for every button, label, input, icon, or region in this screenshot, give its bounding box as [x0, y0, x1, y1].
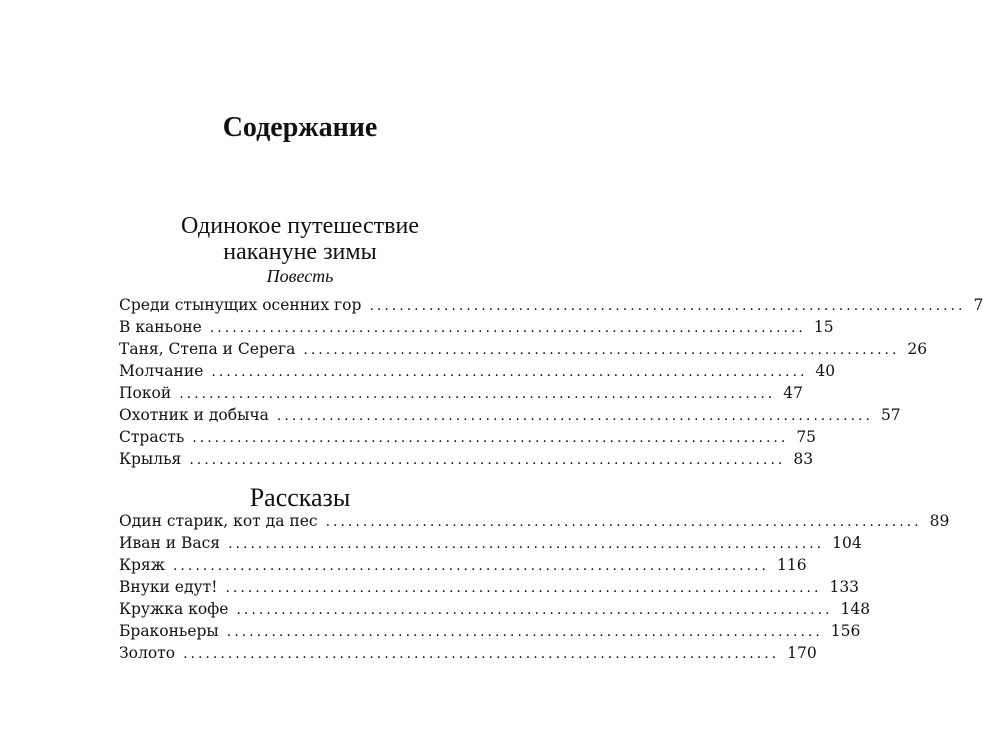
leader-dots: ................................................................................: [303, 342, 900, 358]
toc-entry: [119, 450, 814, 472]
toc-entry-page: 47: [783, 384, 803, 402]
toc-entry-page: 156: [830, 622, 861, 640]
section-2-title: Рассказы: [249, 483, 351, 512]
toc-entry-page: 15: [813, 318, 834, 336]
leader-dots: ................................................................................: [225, 580, 822, 596]
leader-dots: ................................................................................: [189, 452, 786, 468]
leader-dots: ................................................................................: [236, 602, 833, 618]
toc-entry: [119, 556, 807, 578]
toc-entry-title: Внуки едут!: [119, 578, 218, 596]
section-1-title-line-1: Одинокое путешествие: [181, 213, 419, 239]
toc-entry-page: 83: [793, 450, 814, 468]
toc-entry-page: 75: [796, 428, 817, 446]
toc-entry-title: Браконьеры: [119, 622, 219, 640]
toc-entry: [119, 362, 836, 384]
toc-entry: [119, 406, 901, 428]
toc-entry-page: 170: [787, 644, 817, 662]
toc-entry-title: Крылья: [119, 450, 182, 468]
toc-entry: [119, 622, 861, 644]
section-1-title-line-2: накануне зимы: [223, 239, 377, 265]
toc-entry-page: 40: [815, 362, 836, 380]
leader-dots: ................................................................................: [369, 298, 966, 314]
leader-dots: ................................................................................: [325, 514, 922, 530]
toc-entry-title: В каньоне: [119, 318, 202, 336]
toc-entry-title: Среди стынущих осенних гор: [119, 296, 362, 314]
toc-entry-page: 57: [880, 406, 901, 424]
toc-entry-title: Кряж: [119, 556, 165, 574]
toc-section-1: [119, 296, 983, 472]
leader-dots: ................................................................................: [209, 320, 806, 336]
leader-dots: ................................................................................: [179, 386, 776, 402]
toc-entry-page: 7: [973, 296, 983, 314]
toc-entry-page: 104: [832, 534, 862, 552]
toc-entry-title: Таня, Степа и Серега: [119, 340, 296, 358]
toc-entry: [119, 578, 860, 600]
toc-section-2: [119, 512, 950, 666]
toc-entry: [119, 534, 862, 556]
section-1-title: [0, 213, 600, 265]
toc-entry-page: 148: [840, 600, 871, 618]
toc-entry-title: Охотник и добыча: [119, 406, 269, 424]
toc-entry: [119, 644, 817, 666]
page-title: Содержание: [222, 112, 378, 143]
leader-dots: ................................................................................: [228, 536, 825, 552]
toc-entry: [119, 296, 983, 318]
toc-entry-title: Иван и Вася: [119, 534, 221, 552]
toc-entry-page: 89: [929, 512, 950, 530]
toc-entry: [119, 428, 817, 450]
toc-entry-title: Золото: [119, 644, 176, 662]
leader-dots: ................................................................................: [226, 624, 823, 640]
toc-entry-title: Кружка кофе: [119, 600, 229, 618]
leader-dots: ................................................................................: [172, 558, 769, 574]
leader-dots: ................................................................................: [183, 646, 780, 662]
toc-entry: [119, 384, 803, 406]
leader-dots: ................................................................................: [192, 430, 789, 446]
toc-entry-page: 133: [829, 578, 860, 596]
section-1-subtitle: Повесть: [266, 266, 334, 286]
toc-entry-title: Молчание: [119, 362, 204, 380]
toc-entry-title: Один старик, кот да пес: [119, 512, 318, 530]
toc-entry-page: 26: [907, 340, 928, 358]
leader-dots: ................................................................................: [211, 364, 808, 380]
toc-entry: [119, 600, 871, 622]
toc-entry: [119, 512, 950, 534]
toc-entry-title: Покой: [119, 384, 172, 402]
toc-entry-title: Страсть: [119, 428, 185, 446]
toc-entry-page: 116: [776, 556, 807, 574]
toc-entry: [119, 340, 928, 362]
leader-dots: ................................................................................: [276, 408, 873, 424]
toc-entry: [119, 318, 834, 340]
